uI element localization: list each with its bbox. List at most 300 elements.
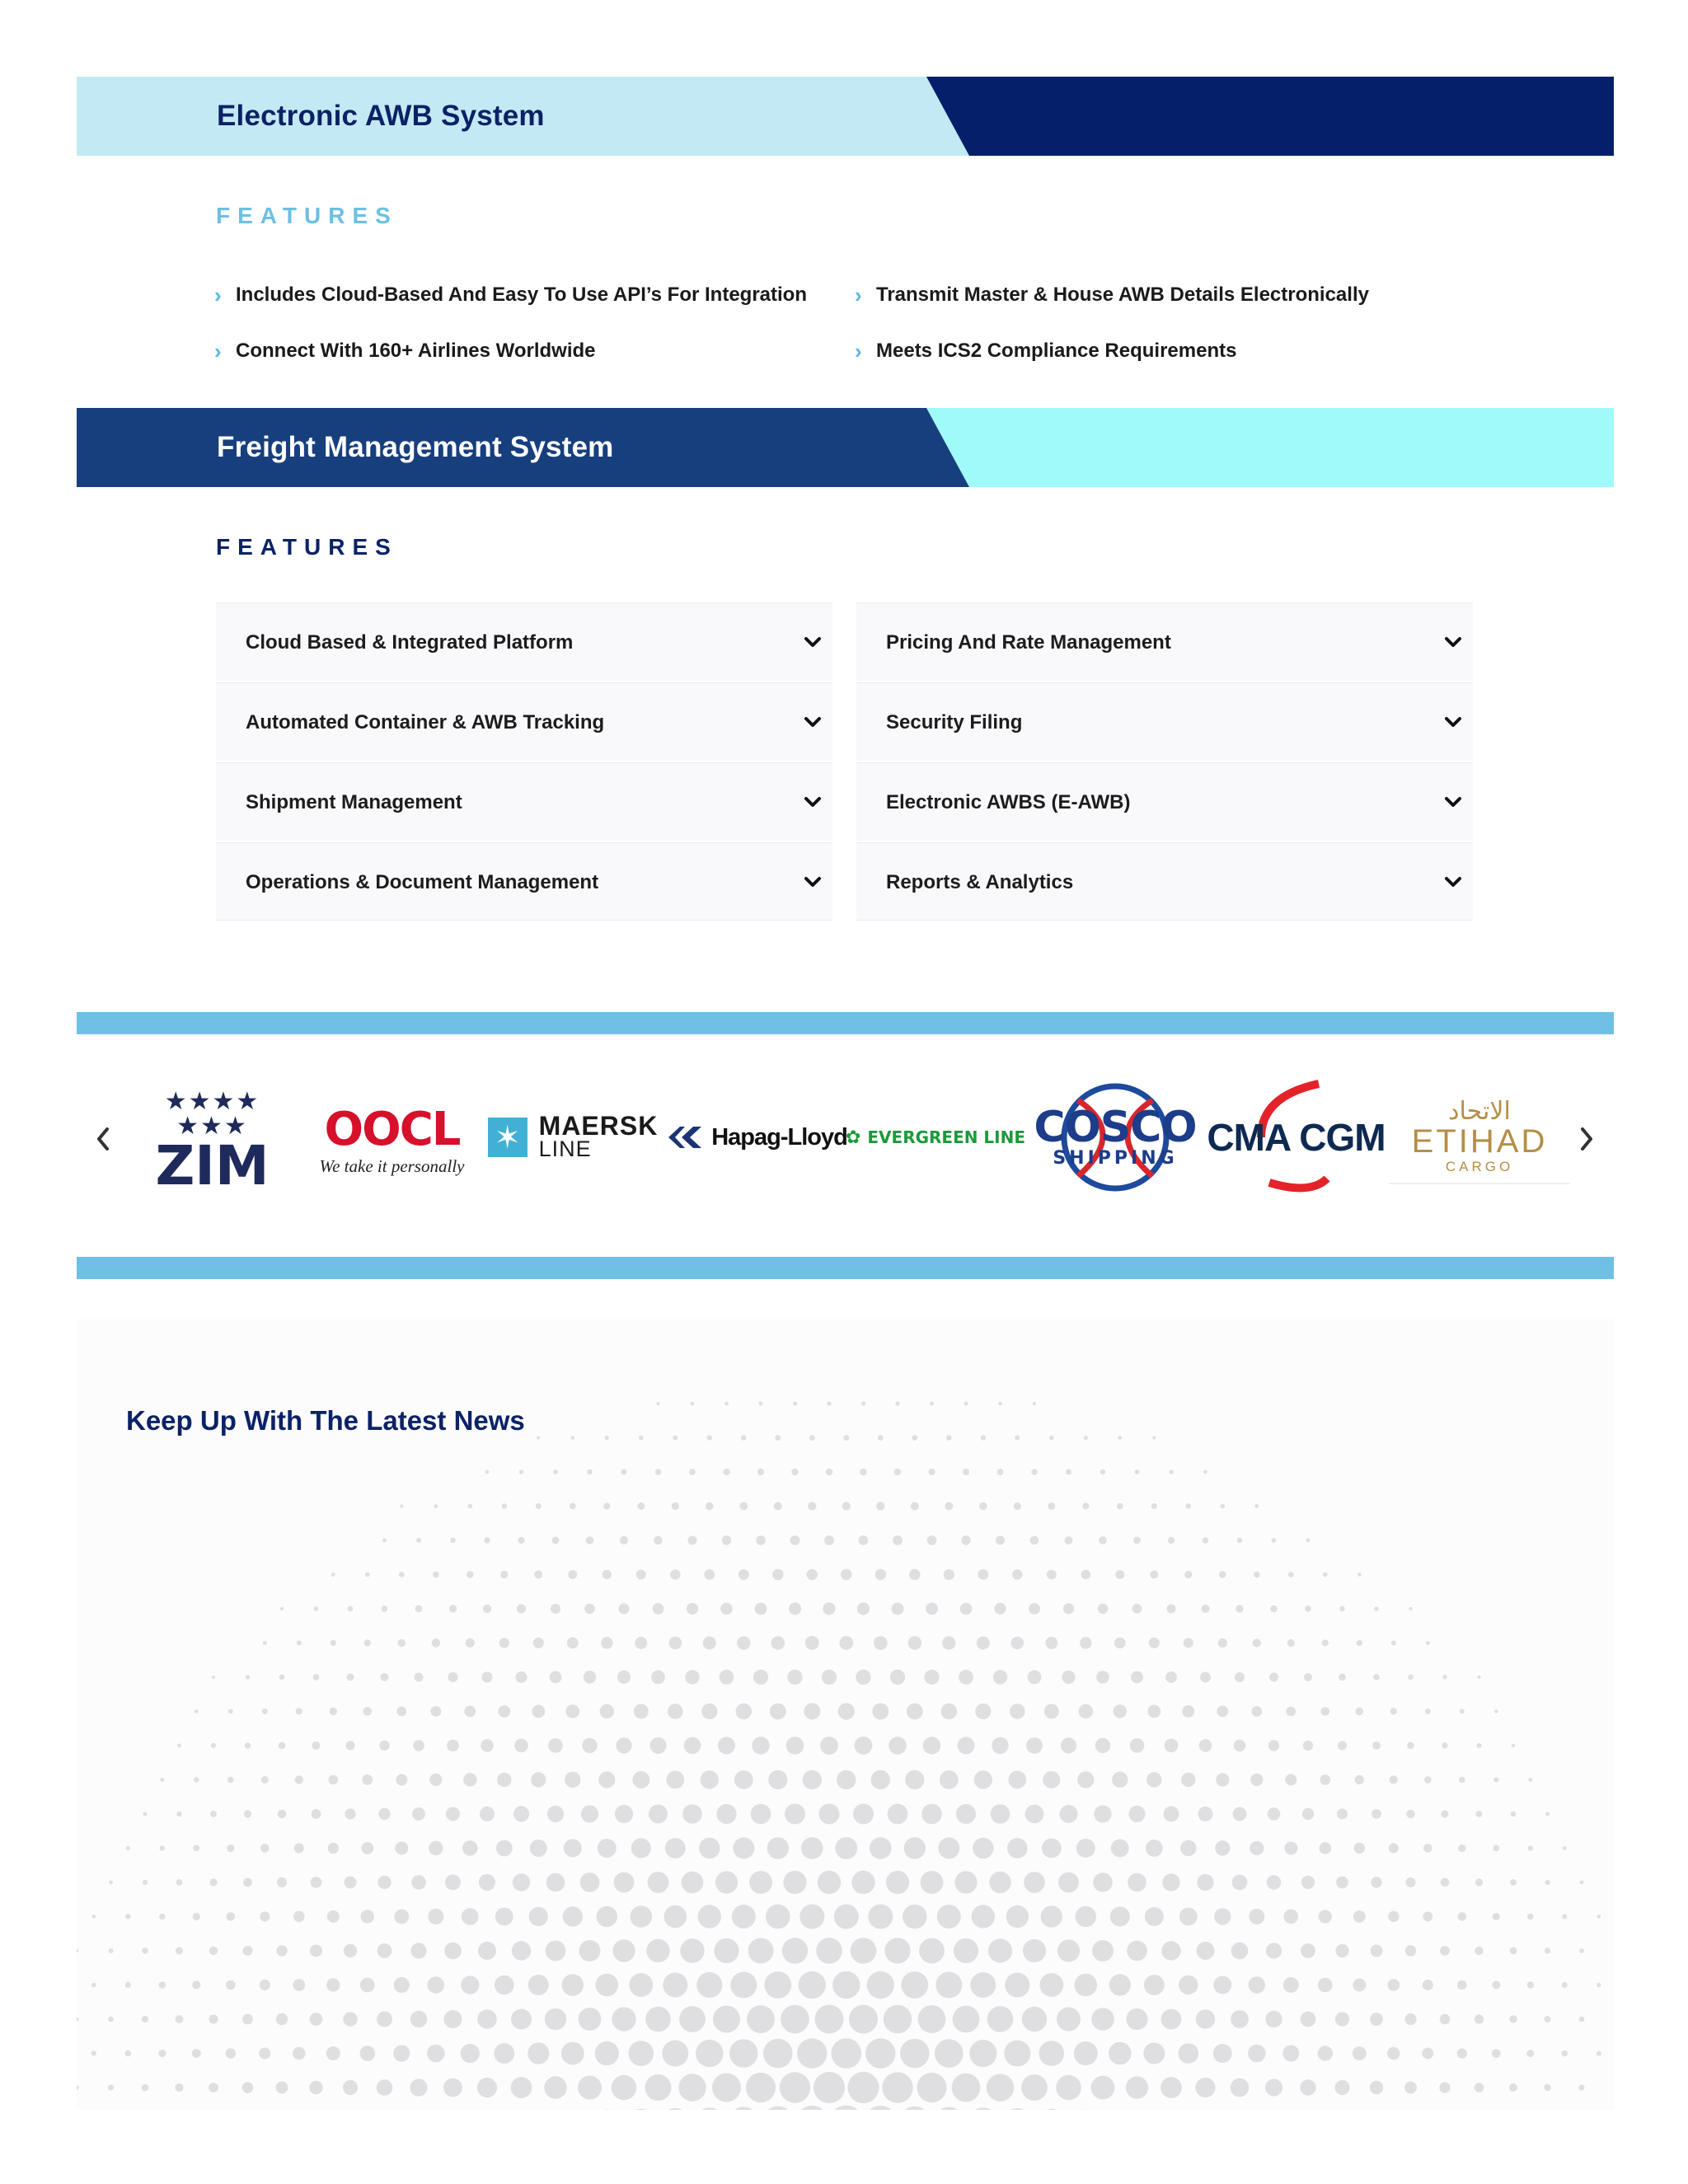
halftone-dot [584, 1671, 597, 1684]
evergreen-logo: ✿ EVERGREEN LINE [845, 1127, 1026, 1147]
halftone-dot [614, 1872, 635, 1893]
halftone-dot [1079, 1704, 1093, 1718]
halftone-dot [92, 1915, 96, 1919]
halftone-dot [815, 2005, 844, 2034]
halftone-dot [259, 2048, 270, 2060]
halftone-dot [963, 1469, 969, 1475]
halftone-dot [1356, 1708, 1363, 1715]
awb-features-label: FEATURES [216, 203, 398, 228]
halftone-dot [570, 1503, 576, 1510]
halftone-dot [1135, 1469, 1140, 1474]
carousel-next-button[interactable] [1574, 1121, 1599, 1157]
halftone-dot [747, 2005, 775, 2033]
halftone-dot [330, 1708, 337, 1715]
halftone-dot [714, 1938, 738, 1963]
halftone-dot [1597, 1915, 1601, 1919]
halftone-dot [1475, 1947, 1483, 1955]
halftone-dot [1477, 1743, 1482, 1748]
halftone-dot [537, 1436, 540, 1440]
halftone-dot [1186, 1503, 1191, 1508]
halftone-dot [160, 1845, 165, 1850]
halftone-dot [1056, 2075, 1081, 2100]
halftone-dot [396, 1707, 406, 1717]
halftone-dot [682, 1804, 702, 1824]
halftone-dot [226, 2048, 236, 2058]
halftone-dot [1180, 1840, 1197, 1857]
halftone-dot [499, 1638, 509, 1647]
halftone-dot [720, 1603, 733, 1615]
halftone-dot [528, 2042, 549, 2064]
halftone-dot [959, 1670, 973, 1685]
halftone-dot [878, 1435, 884, 1441]
halftone-dot [737, 1636, 750, 1649]
halftone-dot [1031, 1469, 1037, 1474]
halftone-dot [1354, 1843, 1365, 1854]
halftone-dot [1248, 2045, 1266, 2063]
halftone-dot [673, 1436, 678, 1441]
halftone-dot [1143, 2043, 1165, 2064]
halftone-dot [969, 2040, 996, 2067]
halftone-dot [832, 1971, 860, 1999]
halftone-dot [774, 1502, 782, 1511]
halftone-dot [1250, 1841, 1264, 1855]
halftone-dot [656, 1402, 659, 1405]
halftone-dot [1025, 1805, 1044, 1824]
halftone-dot [1318, 2046, 1333, 2060]
halftone-dot [1323, 1572, 1328, 1577]
halftone-dot [832, 2038, 862, 2069]
halftone-dot [1579, 2017, 1585, 2022]
halftone-dot [823, 1602, 835, 1615]
halftone-dot [1165, 1739, 1179, 1753]
halftone-dot [485, 1470, 490, 1474]
halftone-dot [785, 1804, 805, 1825]
halftone-dot [729, 2039, 758, 2068]
halftone-dot [838, 1703, 855, 1719]
halftone-dot [899, 2107, 931, 2110]
halftone-dot [1373, 1674, 1380, 1680]
halftone-dot [960, 1603, 973, 1615]
halftone-dot-pattern [77, 1319, 1614, 2110]
halftone-dot [1232, 1875, 1248, 1891]
awb-feature-item: › Connect With 160+ Airlines Worldwide [214, 339, 596, 363]
halftone-dot [1353, 1979, 1366, 1992]
halftone-dot [444, 2010, 462, 2028]
halftone-dot [1184, 1571, 1192, 1578]
halftone-dot [843, 1435, 849, 1441]
halftone-dot [669, 1637, 682, 1650]
halftone-dot [579, 2008, 602, 2031]
halftone-dot [310, 1945, 322, 1957]
halftone-dot [724, 1469, 730, 1475]
halftone-dot [804, 1704, 820, 1720]
halftone-dot [443, 2079, 462, 2097]
halftone-dot [1216, 1773, 1229, 1786]
halftone-dot [1492, 1981, 1500, 1990]
halftone-dot [326, 2046, 340, 2060]
accordion-item[interactable]: Reports & Analytics [856, 842, 1473, 921]
halftone-dot [411, 1875, 426, 1890]
halftone-dot [360, 2046, 376, 2061]
halftone-dot [1076, 1839, 1095, 1858]
halftone-dot [1201, 1605, 1209, 1613]
halftone-dot [1265, 2079, 1282, 2097]
etihad-cargo-logo: الاتحاد ETIHAD CARGO [1389, 1092, 1570, 1184]
halftone-dot [1409, 1607, 1412, 1610]
halftone-dot [839, 1636, 853, 1650]
halftone-dot [762, 2107, 794, 2110]
halftone-dot [699, 1838, 720, 1858]
halftone-dot [1371, 1877, 1381, 1887]
halftone-dot [1179, 1908, 1198, 1926]
halftone-dot [1111, 1840, 1129, 1858]
halftone-dot [1389, 1844, 1399, 1854]
halftone-dot [464, 1706, 476, 1718]
halftone-dot [890, 1670, 905, 1685]
halftone-dot [209, 1878, 217, 1886]
halftone-dot [1478, 1675, 1481, 1679]
halftone-dot [701, 1704, 717, 1719]
halftone-dot [790, 1535, 800, 1545]
chevron-right-icon: › [855, 339, 862, 363]
halftone-dot [395, 1842, 408, 1855]
halftone-dot [1057, 1939, 1080, 1961]
halftone-dot [331, 1640, 336, 1646]
halftone-dot [734, 1770, 753, 1789]
halftone-dot [1022, 2007, 1047, 2032]
halftone-dot [175, 2083, 183, 2092]
halftone-dot [1010, 1704, 1025, 1719]
halftone-dot [1475, 2083, 1484, 2093]
halftone-dot [729, 2107, 758, 2110]
halftone-dot [816, 1938, 842, 1964]
halftone-dot [347, 1674, 354, 1681]
halftone-dot [209, 2083, 218, 2093]
halftone-dot [1109, 2042, 1132, 2065]
halftone-dot [718, 1737, 735, 1755]
halftone-dot [635, 1637, 647, 1649]
halftone-dot [449, 1605, 457, 1612]
accordion-item[interactable]: Pricing And Rate Management [856, 602, 1473, 681]
halftone-dot [756, 1535, 766, 1545]
halftone-dot [713, 2006, 740, 2033]
halftone-dot [482, 1672, 493, 1683]
halftone-dot [192, 1980, 200, 1989]
halftone-dot [1457, 2048, 1467, 2058]
halftone-dot [393, 2045, 410, 2061]
halftone-dot [937, 1905, 961, 1929]
halftone-dot [109, 1881, 113, 1885]
halftone-dot [1423, 1980, 1433, 1990]
halftone-dot [1160, 2077, 1182, 2098]
halftone-dot [808, 1502, 816, 1510]
halftone-dot [533, 1638, 544, 1648]
halftone-dot [958, 1737, 975, 1755]
halftone-dot [701, 1770, 719, 1788]
halftone-dot [1098, 1604, 1109, 1615]
halftone-dot [276, 1945, 287, 1956]
halftone-dot [620, 1536, 628, 1544]
halftone-dot [243, 1878, 252, 1887]
accordion-item[interactable]: Shipment Management [216, 762, 832, 841]
halftone-dot [870, 1837, 892, 1859]
halftone-dot [429, 1841, 443, 1855]
halftone-dot [733, 1838, 754, 1859]
halftone-dot [803, 1770, 822, 1789]
halftone-dot [927, 1535, 937, 1545]
halftone-dot [886, 1871, 909, 1894]
halftone-dot [534, 1571, 542, 1579]
halftone-dot [612, 2075, 636, 2100]
halftone-dot [1012, 1569, 1022, 1579]
halftone-dot [1061, 1737, 1076, 1753]
halftone-dot [1301, 2012, 1316, 2027]
halftone-dot [1302, 1808, 1314, 1820]
halftone-dot [691, 1402, 695, 1406]
halftone-dot [1045, 1637, 1057, 1649]
halftone-dot [672, 1502, 679, 1510]
halftone-dot [412, 1807, 425, 1821]
halftone-dot [462, 1840, 478, 1856]
awb-feature-item: › Transmit Master & House AWB Details Electronically [855, 283, 1369, 307]
accordion-item[interactable]: Security Filing [856, 682, 1473, 761]
halftone-dot [753, 1670, 768, 1685]
halftone-dot [770, 1704, 786, 1720]
awb-section-title: Electronic AWB System [217, 100, 545, 132]
halftone-dot [903, 1905, 927, 1929]
halftone-dot [260, 1980, 270, 1990]
halftone-dot [261, 1776, 269, 1783]
halftone-dot [260, 1844, 270, 1853]
halftone-dot [176, 1947, 183, 1955]
halftone-dot [921, 1804, 942, 1825]
halftone-dot [1039, 2109, 1064, 2110]
halftone-dot [1510, 1879, 1517, 1886]
halftone-dot [771, 1636, 785, 1650]
halftone-dot [1425, 1708, 1431, 1714]
accordion-item[interactable]: Automated Container & AWB Tracking [216, 682, 832, 761]
halftone-dot [296, 1708, 302, 1714]
halftone-dot [996, 1536, 1005, 1545]
halftone-dot [706, 1502, 714, 1511]
halftone-dot [430, 1706, 441, 1717]
halftone-dot [698, 1905, 721, 1928]
awb-section-header [77, 77, 1614, 156]
halftone-dot [631, 1905, 653, 1928]
halftone-dot [1406, 1810, 1414, 1818]
halftone-dot [842, 1502, 851, 1510]
halftone-dot [514, 1739, 528, 1753]
halftone-dot [477, 2078, 497, 2097]
carousel-prev-button[interactable] [91, 1121, 115, 1157]
halftone-dot [1285, 1774, 1296, 1786]
halftone-dot [1110, 1906, 1130, 1926]
halftone-dot [1200, 1672, 1211, 1683]
halftone-dot [988, 1938, 1012, 1962]
halftone-dot [91, 1983, 96, 1988]
halftone-dot [142, 1947, 148, 1953]
halftone-dot [377, 1876, 391, 1889]
fms-section-header [77, 408, 1614, 487]
halftone-dot [1545, 1947, 1550, 1953]
halftone-dot [818, 1871, 841, 1894]
halftone-dot [1047, 1570, 1057, 1580]
halftone-dot [1284, 1910, 1299, 1924]
halftone-dot [935, 2039, 964, 2068]
halftone-dot [311, 1877, 322, 1888]
halftone-dot [680, 1938, 704, 1962]
halftone-dot [326, 1978, 340, 1991]
chevron-down-icon [1442, 870, 1465, 893]
fms-section-title: Freight Management System [217, 431, 614, 463]
halftone-dot [851, 1938, 877, 1964]
halftone-dot [918, 2005, 946, 2033]
halftone-dot [331, 1572, 335, 1577]
halftone-dot [360, 1978, 375, 1993]
halftone-dot [912, 1435, 917, 1441]
halftone-dot [1388, 1911, 1399, 1922]
halftone-dot [361, 1842, 373, 1854]
halftone-dot [707, 1435, 712, 1440]
halftone-dot [991, 1804, 1010, 1824]
halftone-dot [293, 2047, 305, 2060]
halftone-dot [911, 1502, 919, 1511]
maersk-logo: ✶ MAERSK LINE [482, 1108, 663, 1166]
halftone-dot [987, 2074, 1014, 2101]
halftone-dot [193, 1913, 200, 1920]
halftone-dot [696, 2040, 723, 2067]
halftone-dot [279, 1742, 286, 1750]
halftone-dot [834, 1905, 859, 1929]
halftone-dot [1320, 1774, 1330, 1785]
halftone-dot [893, 1535, 903, 1545]
halftone-dot [314, 1606, 318, 1610]
halftone-dot [262, 1708, 268, 1714]
halftone-dot [942, 1636, 955, 1649]
halftone-dot [688, 1536, 697, 1545]
halftone-dot [502, 1503, 507, 1508]
halftone-dot [446, 1807, 460, 1821]
halftone-dot [1203, 1470, 1207, 1474]
halftone-dot [814, 2072, 845, 2103]
halftone-dot [978, 1569, 988, 1580]
halftone-dot [923, 1736, 940, 1754]
halftone-dot [1563, 1846, 1567, 1850]
halftone-dot [1254, 1572, 1260, 1578]
halftone-dot [1268, 1740, 1279, 1750]
halftone-dot [1404, 2082, 1417, 2094]
halftone-dot [1196, 2009, 1215, 2028]
halftone-dot [529, 1907, 548, 1926]
halftone-dot [1058, 1872, 1079, 1893]
halftone-dot [1321, 1707, 1330, 1716]
halftone-dot [1372, 1741, 1381, 1750]
halftone-dot [856, 1670, 870, 1685]
halftone-dot [876, 1502, 884, 1510]
zim-logo: ★★★★ ★★★ ZIM [155, 1088, 270, 1197]
halftone-dot [227, 1844, 234, 1852]
halftone-dot [546, 1941, 566, 1961]
accordion-item[interactable]: Cloud Based & Integrated Platform [216, 602, 832, 681]
halftone-dot [617, 1671, 631, 1684]
accordion-item[interactable]: Operations & Document Management [216, 842, 832, 921]
halftone-dot [872, 1704, 889, 1720]
halftone-dot [1146, 1840, 1163, 1857]
halftone-dot [1282, 2046, 1299, 2062]
halftone-dot [448, 1672, 457, 1682]
halftone-dot [1131, 1671, 1143, 1684]
halftone-dot [1024, 1872, 1045, 1893]
halftone-dot [1021, 2074, 1048, 2101]
halftone-dot [1424, 1776, 1432, 1783]
halftone-dot [536, 1503, 542, 1509]
halftone-dot [1130, 1738, 1145, 1753]
halftone-dot [228, 1709, 233, 1714]
accordion-item[interactable]: Electronic AWBS (E-AWB) [856, 762, 1473, 841]
halftone-dot [830, 2106, 863, 2111]
halftone-dot [1318, 1978, 1333, 1993]
halftone-dot [276, 2082, 288, 2094]
halftone-dot [666, 1771, 684, 1789]
halftone-dot [1597, 1983, 1601, 1987]
halftone-dot [926, 1603, 938, 1615]
halftone-dot [979, 1502, 987, 1511]
halftone-dot [1423, 1844, 1432, 1853]
halftone-dot [1049, 1436, 1054, 1441]
halftone-dot [973, 1838, 993, 1858]
halftone-dot [567, 1638, 579, 1649]
halftone-dot [1099, 1536, 1107, 1544]
halftone-dot [1597, 2051, 1601, 2056]
halftone-dot [1082, 1502, 1089, 1509]
halftone-dot [1048, 1502, 1055, 1510]
halftone-dot [696, 2107, 724, 2110]
halftone-dot [1528, 1778, 1532, 1782]
halftone-dot [1147, 1705, 1160, 1718]
halftone-dot [1390, 1775, 1398, 1783]
halftone-dot [1422, 2048, 1433, 2060]
halftone-dot [1091, 2008, 1114, 2031]
halftone-dot [176, 2015, 184, 2023]
halftone-dot [343, 2012, 357, 2026]
halftone-dot [612, 1939, 635, 1961]
halftone-dot [513, 1873, 530, 1891]
halftone-dot [679, 2006, 706, 2032]
halftone-dot [447, 1740, 459, 1752]
halftone-dot [907, 1704, 923, 1720]
halftone-dot [1114, 1638, 1126, 1649]
halftone-dot [738, 1569, 749, 1580]
halftone-dot [956, 1804, 976, 1824]
zim-stars: ★★★ [176, 1113, 248, 1140]
halftone-dot [377, 2012, 392, 2027]
zim-stars: ★★★★ [164, 1088, 260, 1115]
halftone-dot [159, 1914, 166, 1920]
halftone-dot [628, 2109, 654, 2110]
halftone-dot [722, 1535, 731, 1544]
halftone-dot [598, 1771, 615, 1788]
halftone-dot [512, 1941, 531, 1960]
halftone-dot [1475, 2014, 1484, 2023]
halftone-dot [772, 1569, 783, 1580]
halftone-dot [824, 1535, 834, 1545]
halftone-dot [954, 1938, 978, 1963]
halftone-dot [1249, 1976, 1266, 1994]
halftone-dot [974, 1770, 992, 1788]
halftone-dot [483, 1605, 491, 1613]
halftone-dot [928, 1469, 935, 1475]
halftone-dot [1320, 1842, 1332, 1854]
